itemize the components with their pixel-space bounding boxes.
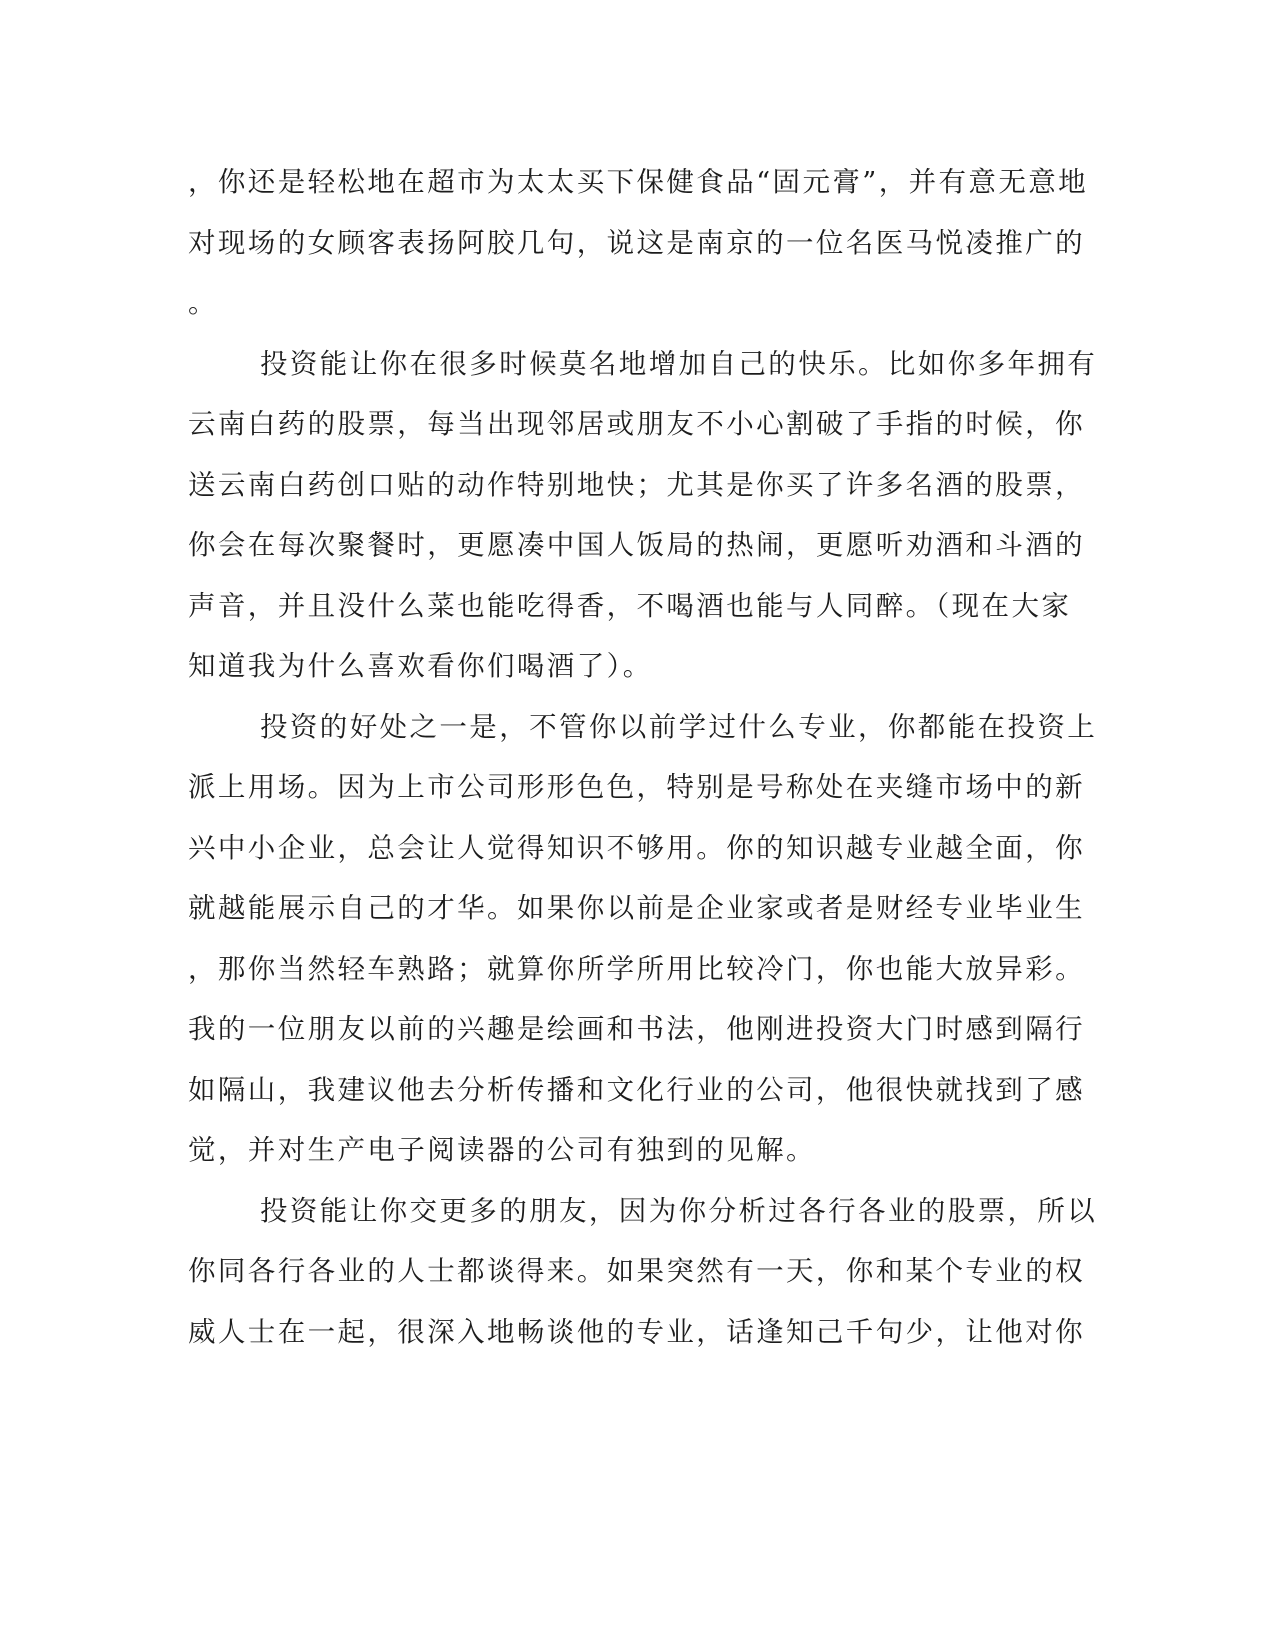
text-line: 你同各行各业的人士都谈得来。如果突然有一天，你和某个专业的权 — [188, 1255, 1085, 1287]
paragraph-2 — [188, 344, 1098, 707]
paragraph-4 — [188, 1191, 1098, 1373]
text-line: 知道我为什么喜欢看你们喝酒了）。 — [188, 650, 653, 682]
text-line: 投资的好处之一是，不管你以前学过什么专业，你都能在投资上 — [260, 710, 1098, 743]
text-line: 投资能让你交更多的朋友，因为你分析过各行各业的股票，所以 — [260, 1194, 1098, 1227]
text-line: 就越能展示自己的才华。如果你以前是企业家或者是财经专业毕业生 — [188, 892, 1085, 924]
paragraph-3 — [188, 707, 1098, 1191]
text-line: 对现场的女顾客表扬阿胶几句，说这是南京的一位名医马悦凌推广的 — [188, 226, 1085, 259]
text-line: 送云南白药创口贴的动作特别地快；尤其是你买了许多名酒的股票， — [188, 468, 1085, 501]
text-line: 。 — [188, 287, 218, 319]
text-line: 兴中小企业，总会让人觉得知识不够用。你的知识越专业越全面，你 — [188, 831, 1085, 864]
text-line: ，那你当然轻车熟路；就算你所学所用比较冷门，你也能大放异彩。 — [188, 952, 1085, 985]
body-text — [188, 162, 1098, 1372]
text-line: 云南白药的股票，每当出现邻居或朋友不小心割破了手指的时候，你 — [188, 408, 1085, 440]
text-line: 觉，并对生产电子阅读器的公司有独到的见解。 — [188, 1134, 816, 1166]
text-line: 投资能让你在很多时候莫名地增加自己的快乐。比如你多年拥有 — [260, 347, 1098, 380]
text-line: 声音，并且没什么菜也能吃得香，不喝酒也能与人同醉。（现在大家 — [188, 589, 1072, 622]
text-line: 如隔山，我建议他去分析传播和文化行业的公司，他很快就找到了感 — [188, 1073, 1085, 1106]
text-line: 派上用场。因为上市公司形形色色，特别是号称处在夹缝市场中的新 — [188, 771, 1085, 803]
text-line: 威人士在一起，很深入地畅谈他的专业，话逢知己千句少，让他对你 — [188, 1315, 1085, 1348]
text-line: ，你还是轻松地在超市为太太买下保健食品“固元膏”，并有意无意地 — [188, 166, 1089, 198]
text-line: 我的一位朋友以前的兴趣是绘画和书法，他刚进投资大门时感到隔行 — [188, 1013, 1085, 1045]
text-line: 你会在每次聚餐时，更愿凑中国人饭局的热闹，更愿听劝酒和斗酒的 — [188, 529, 1085, 561]
paragraph-1 — [188, 162, 1089, 344]
